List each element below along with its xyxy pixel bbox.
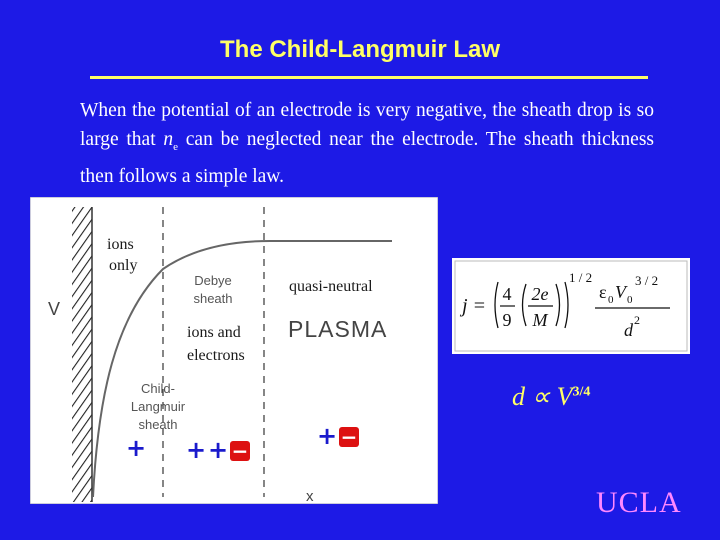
- svg-text:+: +: [207, 436, 229, 464]
- eq-frac2-den: M: [532, 310, 548, 330]
- plasma-label: PLASMA: [288, 316, 388, 342]
- x-axis-label: x: [306, 488, 314, 504]
- ion-charge-icon: [208, 436, 228, 464]
- body-var-sub: e: [173, 140, 179, 153]
- eq-lhs: j =: [462, 295, 487, 317]
- eq-eps-sub: 0: [608, 294, 614, 306]
- ion-charge-icon: [186, 436, 206, 464]
- eq-v-sub: 0: [627, 294, 633, 306]
- ucla-logo: UCLA: [596, 486, 682, 519]
- proportionality-law: [512, 382, 590, 412]
- eq-paren-inner-left: [523, 284, 527, 326]
- eq-den-d: d: [624, 320, 633, 340]
- electrode-wall: [72, 207, 92, 502]
- child-langmuir-label-3: sheath: [138, 417, 178, 432]
- body-text-part1: When the potential of an electrode is very negative, the sheath drop is so large that: [80, 100, 654, 150]
- proportionality-exponent: 3/4: [572, 384, 591, 400]
- eq-v: V: [615, 282, 626, 302]
- child-langmuir-label-2: Langmuir: [130, 399, 186, 414]
- title-underline: [90, 76, 648, 79]
- ions-only-label-2: only: [109, 257, 138, 274]
- electron-charge-icon: [230, 439, 250, 463]
- proportionality-text: d ∝ V: [512, 382, 573, 411]
- slide-title: The Child-Langmuir Law: [220, 36, 500, 63]
- child-langmuir-equation: [452, 258, 690, 354]
- eq-exp1: 1 / 2: [569, 270, 593, 285]
- ion-charge-icon: [317, 422, 337, 450]
- eq-eps: ε: [599, 282, 607, 302]
- equation-graphic: [452, 258, 690, 354]
- eq-frac1-num: 4: [502, 284, 512, 304]
- ions-only-label-1: ions: [107, 236, 134, 253]
- svg-text:−: −: [340, 425, 358, 449]
- debye-sheath-label-2: sheath: [193, 291, 233, 306]
- body-var-n: n: [163, 129, 174, 150]
- eq-exp2: 3 / 2: [635, 273, 659, 288]
- eq-paren-inner-right: [556, 284, 560, 326]
- electron-charge-icon: [339, 425, 359, 449]
- eq-paren-left: [495, 282, 498, 328]
- svg-text:+: +: [316, 422, 338, 450]
- svg-text:+: +: [185, 436, 207, 464]
- svg-text:−: −: [231, 439, 249, 463]
- child-langmuir-label-1: Child-: [141, 381, 175, 396]
- ion-charge-icon: [126, 434, 146, 462]
- eq-frac1-den: 9: [502, 310, 512, 330]
- y-axis-label: V: [47, 299, 61, 319]
- body-text-part2: can be neglected near the electrode. The sheath thickness then follows a simple law.: [80, 129, 654, 187]
- body-paragraph: [80, 96, 654, 191]
- svg-text:+: +: [125, 434, 147, 462]
- debye-sheath-label-1: Debye: [194, 273, 232, 288]
- quasi-neutral-label: quasi-neutral: [289, 278, 373, 295]
- eq-den-exp: 2: [634, 313, 640, 327]
- eq-frac2-num: 2e: [531, 284, 549, 304]
- sheath-diagram: [30, 197, 438, 504]
- ions-electrons-label-2: electrons: [187, 347, 245, 364]
- eq-paren-right: [565, 282, 568, 328]
- ions-electrons-label-1: ions and: [187, 324, 241, 341]
